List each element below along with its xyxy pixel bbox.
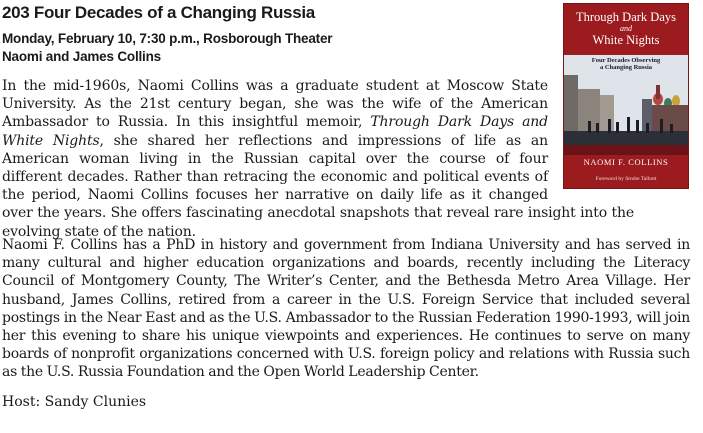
cover-title-line2: White Nights [592,33,660,47]
event-speakers: Naomi and James Collins [2,49,161,64]
cover-title-and: and [620,24,632,33]
event-meta [2,30,332,66]
book-cover-title [564,10,688,47]
event-heading: 203 Four Decades of a Changing Russia [2,3,315,22]
description-paragraph-1 [2,77,634,241]
book-title-italic: Through Dark Days and White Nights [2,114,548,149]
cover-title-line1: Through Dark Days [576,10,676,24]
event-datetime-venue: Monday, February 10, 7:30 p.m., Rosborough Theater [2,31,333,46]
book-cover-foreword: Foreword by Strobe Talbott [595,176,657,182]
p1-intro: In the mid-1960s, Naomi Collins was a graduate student at Moscow State University. As the 21st century began, she was the wife of the American Ambassador to Russia. In this insightful memoir, [2,78,548,131]
book-cover-subtitle [564,57,688,71]
event-host: Host: Sandy Clunies [2,394,147,410]
description-paragraph-2: Naomi F. Collins has a PhD in history and government from Indiana University and has served in many cultural and higher education organizations and boards, recently including the Literacy Council of Montgomery County, The Writer’s Center, and the Bethesda Metro Area Village. Her husband, James Collins, retired from a career in the U.S. Foreign Service that included several postings in the Near East and as the U.S. Ambassador to the Russian Federation 1990-1993, will join her this evening to share his unique viewpoints and experiences. He continues to serve on many boards of nonprofit organizations concerned with U.S. foreign policy and relations with Russia such as the U.S. Russia Foundation and the Open World Leadership Center. [2,237,690,381]
cover-subtitle-line1: Four Decades Observing [591,57,661,64]
cover-subtitle-line2: a Changing Russia [599,64,653,71]
p1-rest: , she shared her reflections and impressions of life as an American woman living in the Russian capital over the course of four different decades. Rather than retracing the economic and political events of the period, Naomi Collins focuses her narrative on daily life as it changed over the years. She offers fascinating anecdotal snapshots that reveal rare insight into the evolving state of the nation. [2,132,634,240]
book-cover-author: NAOMI F. COLLINS [583,157,669,167]
